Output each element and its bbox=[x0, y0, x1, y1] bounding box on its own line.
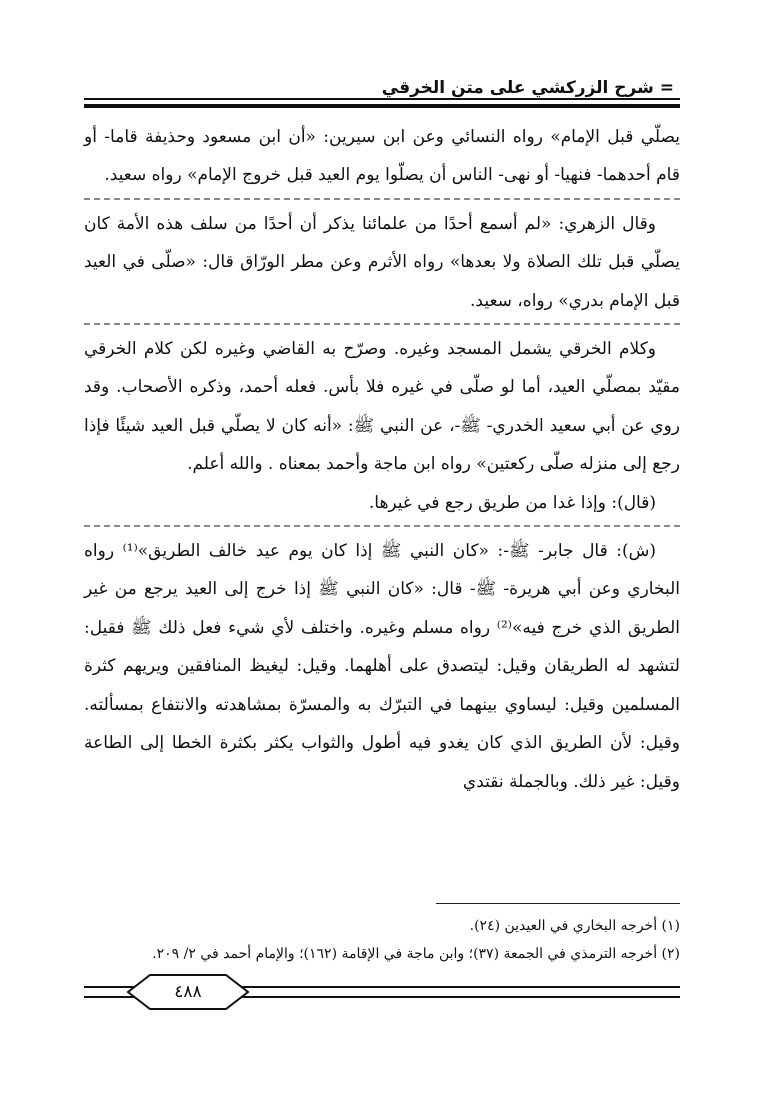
header-rule-thick bbox=[84, 104, 680, 108]
paragraph-separator bbox=[84, 525, 680, 527]
paragraph-separator bbox=[84, 323, 680, 325]
paragraph-3: وكلام الخرقي يشمل المسجد وغيره. وصرّح به القاضي وغيره لكن كلام الخرقي مقيّد بمصلّي العيد، أما لو صلّى في غيره فلا بأس. فعله أحمد، وذكره الأصحاب. وقد روي عن أبي سعيد الخدري- ﷺ-، عن النبي ﷺ: «أنه كان لا يصلّي قبل العيد شيئًا فإذا رجع إلى منزله صلّى ركعتين» رواه ابن ماجة وأحمد بمعناه . والله أعلم. bbox=[84, 339, 680, 475]
paragraph-1: يصلّي قبل الإمام» رواه النسائي وعن ابن سيرين: «أن ابن مسعود وحذيفة قاما- أو قام أحدهما- فنهيا- أو نهى- الناس أن يصلّوا يوم العيد قبل خروج الإمام» رواه سعيد. bbox=[84, 127, 680, 186]
footnote-1: (١) أخرجه البخاري في العيدين (٢٤). bbox=[469, 918, 680, 934]
page-number-ornament bbox=[126, 973, 250, 1011]
header-rule-thin bbox=[84, 98, 680, 100]
paragraph-4: (قال): وإذا غدا من طريق رجع في غيرها. bbox=[368, 492, 656, 513]
paragraph-2: وقال الزهري: «لم أسمع أحدًا من علمائنا يذكر أن أحدًا من سلف هذه الأمة كان يصلّي قبل تلك الصلاة ولا بعدها» رواه الأثرم وعن مطر الورّاق قال: «صلّى في العيد قبل الإمام بدري» رواه، سعيد. bbox=[84, 213, 680, 311]
page-number: ٤٨٨ bbox=[174, 982, 202, 1002]
paragraph-5: (ش): قال جابر- ﷺ-: «كان النبي ﷺ إذا كان يوم عيد خالف الطريق»⁽¹⁾ رواه البخاري وعن أبي هريرة- ﷺ- قال: «كان النبي ﷺ إذا خرج إلى العيد يرجع من غير الطريق الذي خرج فيه»⁽²⁾ رواه مسلم وغيره. واختلف لأي شيء فعل ذلك ﷺ فقيل: لتشهد له الطريقان وقيل: ليتصدق على أهلهما. وقيل: ليغيظ المنافقين ويريهم كثرة المسلمين وقيل: ليساوي بينهما في التبرّك به والمسرّة بمشاهدته والانتفاع بمسألته. وقيل: لأن الطريق الذي كان يغدو فيه أطول والثواب يكثر بكثرة الخطا إلى الطاعة وقيل: غير ذلك. وبالجملة نقتدي bbox=[84, 541, 680, 792]
paragraph-separator bbox=[84, 198, 680, 200]
body-text bbox=[84, 118, 680, 801]
running-header-title: = شرح الزركشي على متن الخرقي bbox=[381, 78, 674, 98]
footnote-2: (٢) أخرجه الترمذي في الجمعة (٣٧)؛ وابن ماجة في الإقامة (١٦٢)؛ والإمام أحمد في ٢/ ٢٠٩. bbox=[152, 946, 680, 962]
footnote-rule bbox=[436, 903, 680, 904]
footnotes bbox=[84, 912, 680, 968]
